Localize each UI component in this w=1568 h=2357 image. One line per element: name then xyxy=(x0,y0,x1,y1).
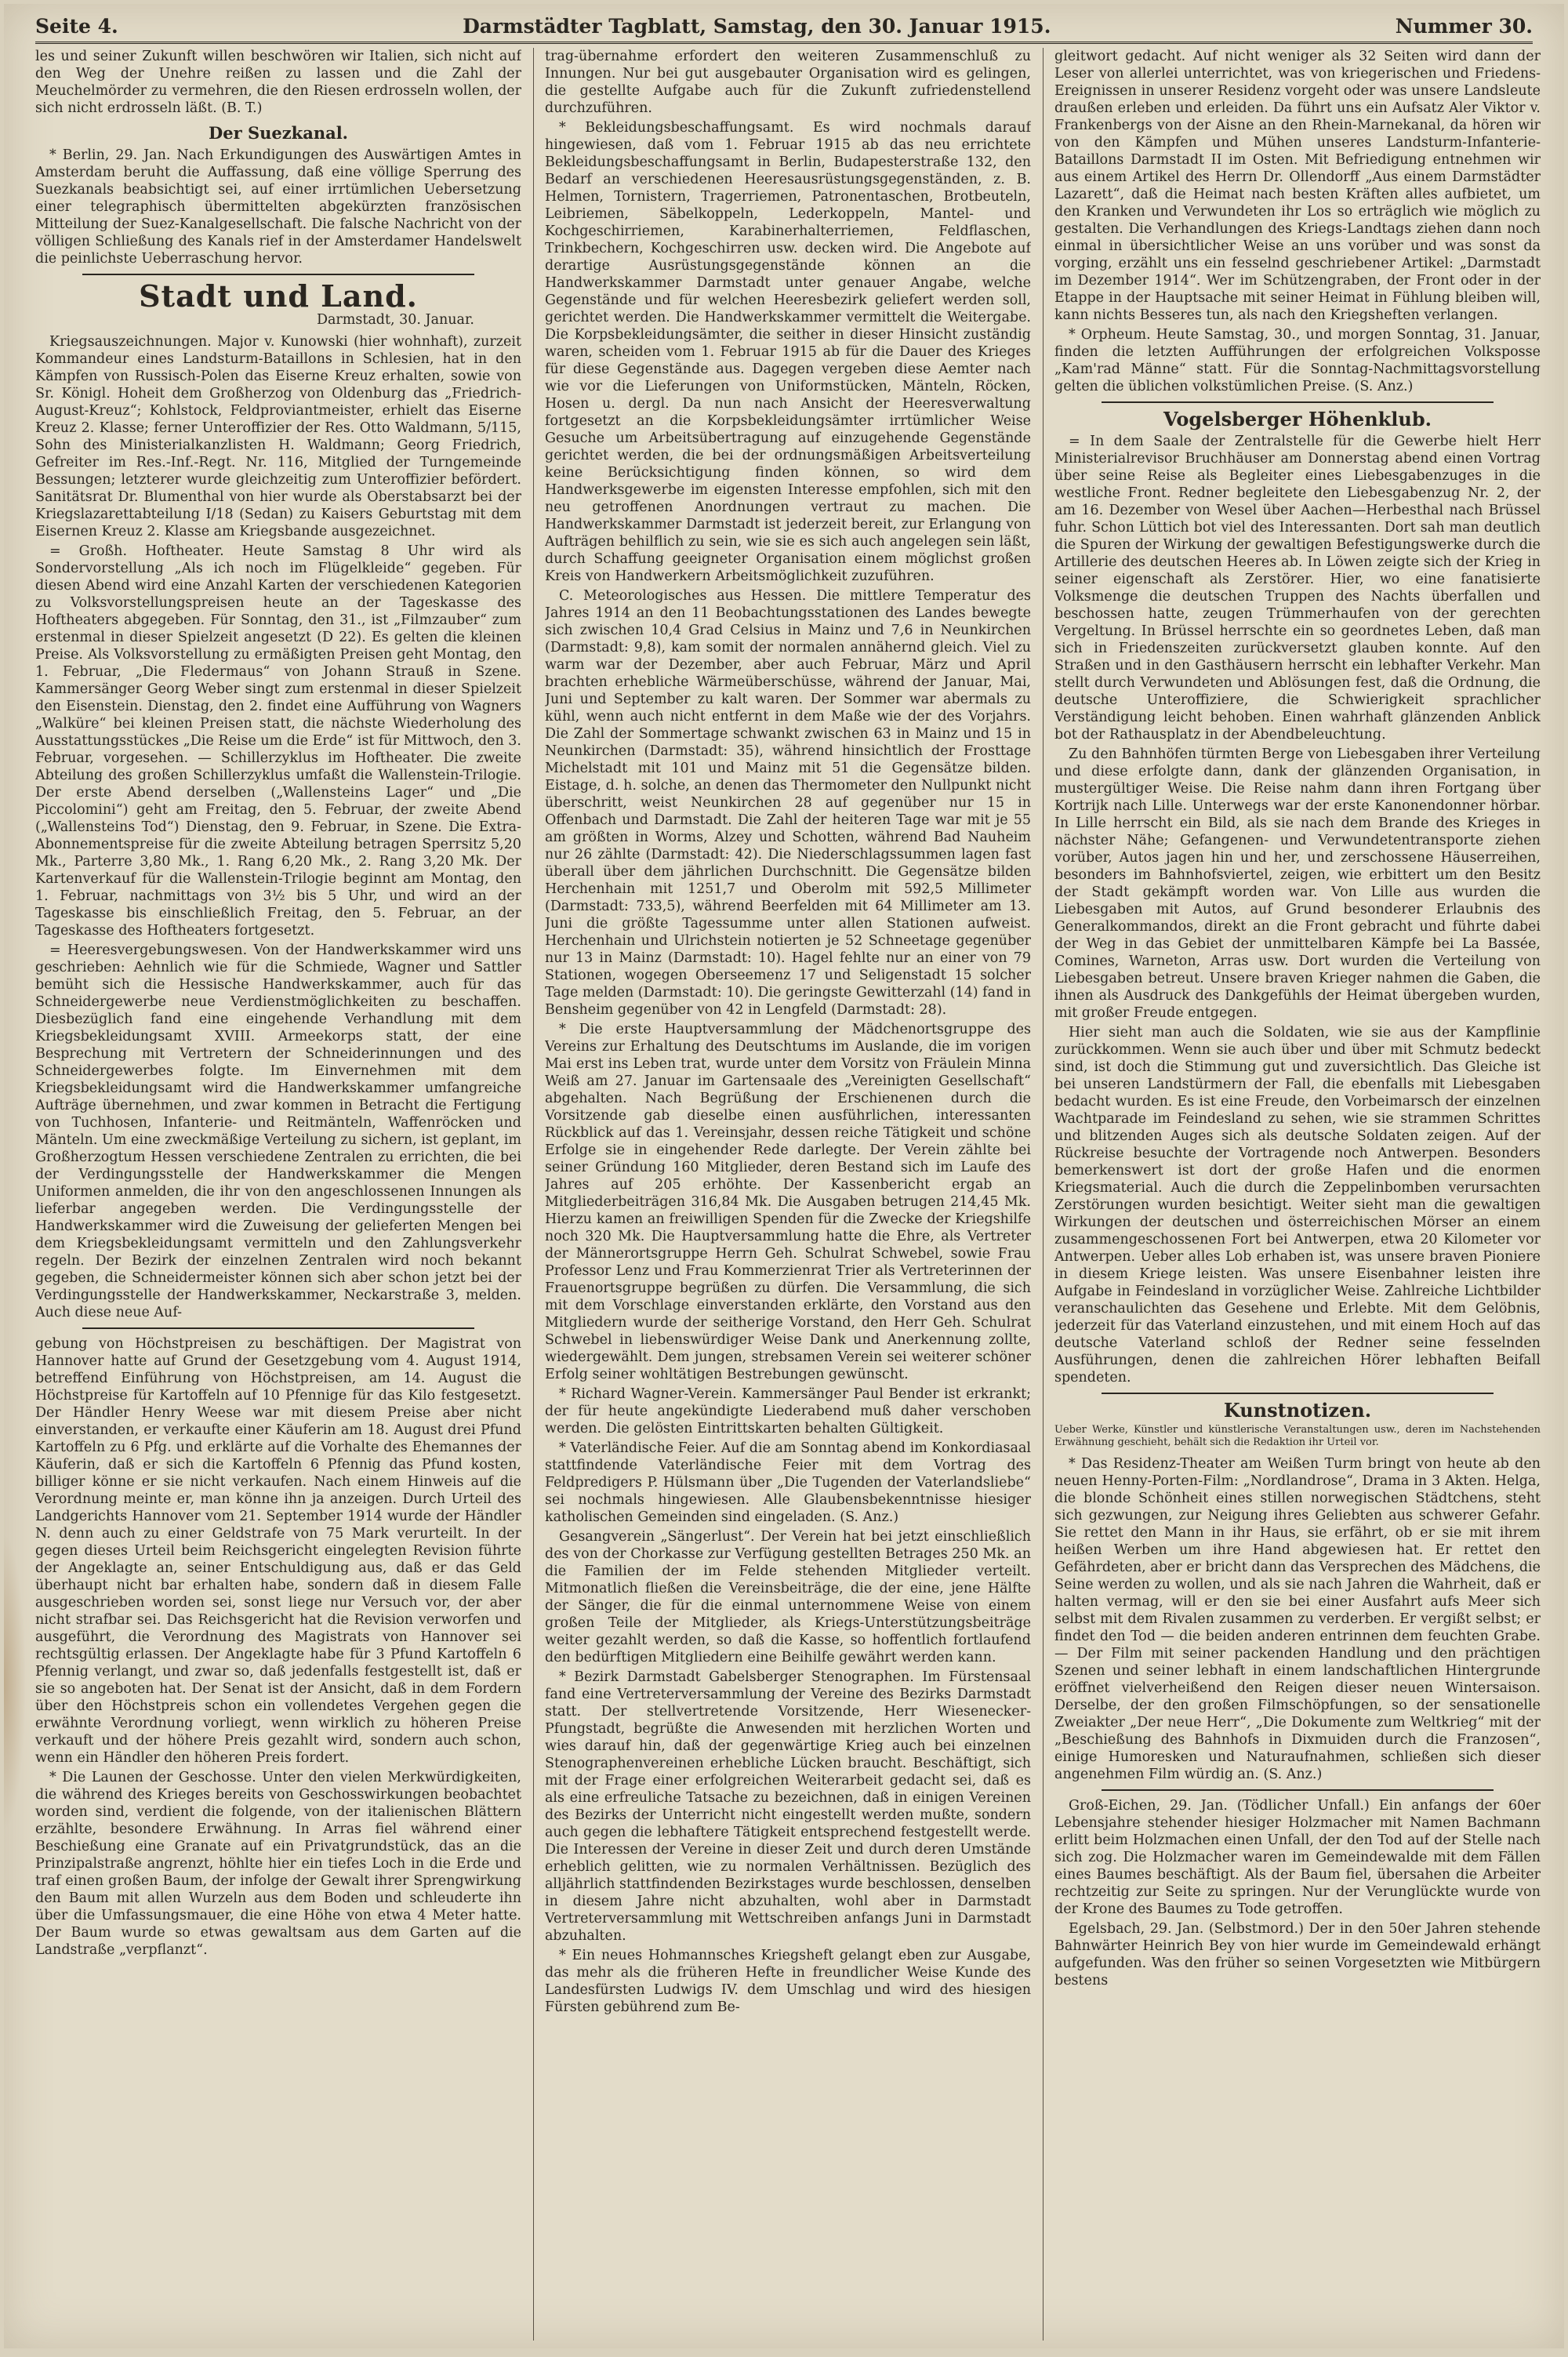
article-paragraph: * Bezirk Darmstadt Gabelsberger Stenographen. Im Fürstensaal fand eine Vertreterversammlung der Vereine des Bezirks Darmstadt statt. Der stellvertretende Vorsitzende, Herr Wiesenecker-Pfungstadt, begrüßte die Anwesenden mit herzlichen Worten und wies darauf hin, daß der gegenwärtige Krieg auch bei einzelnen Stenographenvereinen erhebliche Lücken braucht. Beschäftigt, sich mit der Frage einer erfolgreichen Weiterarbeit gedacht sei, daß es als eine erfreuliche Tatsache zu bezeichnen, daß in einigen Vereinen des Bezirks der Unterricht nicht eingestellt werden mußte, sondern auch gegen die lebhaftere Tätigkeit entsprechend festgestellt werde. Die Interessen der Vereine in dieser Zeit und durch deren Umstände erheblich gelitten, wie zu normalen Verhältnissen. Bezüglich des alljährlich stattfindenden Bezirkstages wurde beschlossen, denselben in diesem Jahre nicht abzuhalten, wohl aber in Darmstadt Vertreterversammlung mit Wettschreiben anfangs Juni in Darmstadt abzuhalten. xyxy=(545,1669,1031,1944)
vogelsberger-heading: Vogelsberger Höhenklub. xyxy=(1163,408,1432,430)
article-paragraph: gleitwort gedacht. Auf nicht weniger als 32 Seiten wird dann der Leser von allerlei unterrichtet, was von kriegerischen und Friedens-Ereignissen in unserer Residenz vorgeht oder was unsere Landsleute draußen erleben und erleiden. Da führt uns ein Aufsatz Aler Viktor v. Frankenbergs von der Aisne an den Rhein-Marnekanal, da hören wir von den Kämpfen und Mühen unseres Landsturm-Infanterie-Bataillons Darmstadt II im Osten. Mit Befriedigung entnehmen wir aus einem Artikel des Herrn Dr. Ollendorff „Aus einem Darmstädter Lazarett“, daß die Heimat nach besten Kräften alles aufbietet, um den Kranken und Verwundeten ihr Los so erträglich wie möglich zu gestalten. Die Verhandlungen des Kriegs-Landtags ziehen dann noch einmal in übersichtlicher Weise an uns vorüber und was sonst da vorging, erzählt uns ein fesselnd geschriebener Artikel: „Darmstadt im Dezember 1914“. Wer im Schützengraben, der Front oder in der Etappe in der Hauptsache mit seiner Heimat in Fühlung bleiben will, kann nichts Besseres tun, als nach den Kriegsheften verlangen. xyxy=(1054,49,1541,323)
article-paragraph: * Ein neues Hohmannsches Kriegsheft gelangt eben zur Ausgabe, das mehr als die früheren Hefte in freundlicher Weise Kunde des Landesfürsten Ludwigs IV. dem Umschlag und wird des hiesigen Fürsten gebührend zum Be- xyxy=(545,1948,1031,2015)
article-paragraph: Egelsbach, 29. Jan. (Selbstmord.) Der in den 50er Jahren stehende Bahnwärter Heinrich Bey von hier wurde im Gemeindewald erhängt aufgefunden. Was den früher so seinen Vorgesetzten wie Mitbürgern bestens xyxy=(1054,1921,1541,1988)
column-divider xyxy=(533,48,534,2341)
section-rule xyxy=(82,1327,474,1329)
article-paragraph: * Bekleidungsbeschaffungsamt. Es wird nochmals darauf hingewiesen, daß vom 1. Februar 1915 ab das neu errichtete Bekleidungsbeschaffungsamt in Berlin, Budapesterstraße 132, den Bedarf an verschiedenen Heeresausrüstungsgegenständen, z. B. Helmen, Tornistern, Tragerriemen, Patronentaschen, Brotbeuteln, Leibriemen, Säbelkoppeln, Lederkoppeln, Mantel- und Kochgeschirriemen, Karabinerhalterriemen, Feldflaschen, Trinkbechern, Kochgeschirren usw. decken wird. Die Angebote auf derartige Ausrüstungsgegenstände können an die Handwerkskammer Darmstadt unter genauer Angabe, welche Gegenstände und für welchen Heeresbezirk geliefert werden soll, gerichtet werden. Die Handwerkskammer vermittelt die Weitergabe. Die Korpsbekleidungsämter, die seither in dieser Hinsicht zuständig waren, scheiden vom 1. Februar 1915 ab für die Dauer des Krieges für diese Gegenstände aus. Dagegen vergeben diese Aemter nach wie vor die Lieferungen von Uniformstücken, Mänteln, Röcken, Hosen u. dergl. Da nun nach Ansicht der Heeresverwaltung fortgesetzt an die Korpsbekleidungsämter irrtümlicher Weise Gesuche um Arbeitsübertragung auf einzugehende Gegenstände gerichtet werden, die bei der ordnungsmäßigen Arbeitsverteilung keine Berücksichtigung finden können, so wird dem Handwerksgewerbe im eigensten Interesse empfohlen, sich mit den neu getroffenen Anordnungen vertraut zu machen. Die Handwerkskammer Darmstadt ist jederzeit bereit, zur Erlangung von Aufträgen behilflich zu sein, wie sie es sich auch angelegen sein läßt, durch Schaffung geeigneter Organisation einem möglichst großen Kreis von Handwerkern Arbeitsmöglichkeit zuzuführen. xyxy=(545,120,1031,584)
section-heading: Stadt und Land. xyxy=(139,278,418,314)
dateline: Darmstadt, 30. Januar. xyxy=(316,312,474,328)
column-3 xyxy=(1054,48,1541,2345)
article-paragraph: = In dem Saale der Zentralstelle für die Gewerbe hielt Herr Ministerialrevisor Bruchhäuser am Donnerstag abend einen Vortrag über seine Reise als Begleiter eines Liebesgabenzuges in die westliche Front. Redner begleitete den Liebesgabenzug Nr. 2, der am 16. Dezember von Wesel über Aachen—Herbesthal nach Brüssel fuhr. Schon Lüttich bot viel des Interessanten. Dort sah man deutlich die Spuren der Wirkung der gewaltigen Befestigungswerke durch die Artillerie des deutschen Heeres ab. In Löwen zeigte sich der Krieg in seiner eigenschaft als Zerstörer. Hier, wo eine fanatisierte Volksmenge die deutschen Truppen des Nachts überfallen und beschossen hatte, zeugen Trümmerhaufen von der gerechten Vergeltung. In Brüssel herrschte ein so geordnetes Leben, daß man sich in Friedenszeiten zurückversetzt glauben konnte. Auf den Straßen und in den Gasthäusern herrscht ein lebhafter Verkehr. Man stellt durch Verwundeten und Ablösungen fest, daß die Ordnung, die deutsche Unteroffiziere, die Schwierigkeit sprachlicher Verständigung leicht behoben. Einen wahrhaft glänzenden Anblick bot der Rathausplatz in der Abendbeleuchtung. xyxy=(1054,434,1541,743)
section-rule xyxy=(82,274,474,275)
page-header xyxy=(35,10,1533,44)
article-paragraph: Zu den Bahnhöfen türmten Berge von Liebesgaben ihrer Verteilung und diese erfolgte dann, dank der glänzenden Organisation, in mustergültiger Weise. Die Reise nahm dann ihren Fortgang über Kortrijk nach Lille. Unterwegs war der erste Kanonendonner hörbar. In Lille herrscht ein Bild, als sie nach dem Brande des Krieges in nächster Nähe; Gefangenen- und Verwundetentransporte ziehen vorüber, Autos jagen hin und her, und zerschossene Häuserreihen, besonders im Bahnhofsviertel, zeigen, wie erbittert um den Besitz der Stadt gekämpft worden war. Von Lille aus wurden die Liebesgaben mit Autos, auf Grund besonderer Erlaubnis des Generalkommandos, direkt an die Front gebracht und führte dabei der Weg in das Gebiet der unmittelbaren Kämpfe bei La Bassée, Comines, Warneton, Arras usw. Dort wurden die Verteilung von Liebesgaben betreut. Unsere braven Krieger nahmen die Gaben, die ihnen als Ausdruck des Dankgefühls der Heimat übergeben wurden, mit großer Freude entgegen. xyxy=(1054,746,1541,1021)
article-paragraph: gebung von Höchstpreisen zu beschäftigen. Der Magistrat von Hannover hatte auf Grund der Gesetzgebung vom 4. August 1914, betreffend Einführung von Höchstpreisen, am 14. August die Höchstpreise für Kartoffeln auf 10 Pfennige für das Kilo festgesetzt. Der Händler Henry Weese war mit diesem Preise aber nicht einverstanden, er verkaufte einer Käuferin am 18. August drei Pfund Kartoffeln zu 6 Pfg. und erklärte auf die Vorhalte des Ehemannes der Käuferin, daß er sich die Kartoffeln 6 Pfennig das Pfund kosten, billiger könne er sie nicht verkaufen. Nach einem Hinweis auf die Verordnung meinte er, man könne ihn ja anzeigen. Durch Urteil des Landgerichts Hannover vom 21. September 1914 wurde der Händler N. denn auch zu einer Geldstrafe von 75 Mark verurteilt. In der gegen dieses Urteil beim Reichsgericht eingelegten Revision führte der Angeklagte an, seiner Entschuldigung aus, daß er das Geld überhaupt nicht bar erhalten habe, sondern daß in diesem Falle ausgeschrieben worden sei, sonst liege nur Versuch vor, der aber nicht strafbar sei. Das Reichsgericht hat die Revision verworfen und ausgeführt, die Verordnung des Magistrats von Hannover sei rechtsgültig erlassen. Der Angeklagte habe für 3 Pfund Kartoffeln 6 Pfennig verlangt, und zwar so, daß jedenfalls festgestellt ist, daß er sie so angeboten hat. Der Senat ist der Ansicht, daß in dem Fordern über den Höchstpreis schon ein vollendetes Vergehen gegen die erwähnte Verordnung vorliegt, wenn wirklich zu höheren Preise verkauft und der höhere Preis gezahlt wird, sondern auch schon, wenn ein Händler den höheren Preis fordert. xyxy=(35,1336,521,1766)
suezkanal-heading: Der Suezkanal. xyxy=(209,123,348,143)
section-rule xyxy=(1102,1789,1494,1791)
article-paragraph: * Orpheum. Heute Samstag, 30., und morgen Sonntag, 31. Januar, finden die letzten Aufführungen der erfolgreichen Volksposse „Kam'rad Männe“ statt. Für die Sonntag-Nachmittagsvorstellung gelten die üblichen volkstümlichen Preise. (S. Anz.) xyxy=(1054,327,1541,394)
article-paragraph: * Das Residenz-Theater am Weißen Turm bringt von heute ab den neuen Henny-Porten-Film: „Nordlandrose“, Drama in 3 Akten. Helga, die blonde Schönheit eines stillen norwegischen Städtchens, steht sich gezwungen, zur Neigung ihres Geliebten aus schwerer Gefahr. Sie rettet den Mann in ihr Haus, sie erfährt, ob er sie mit ihrem heißen Werben um ihre Hand abgewiesen hat. Er rettet den Gefährdeten, aber er bricht dann das Versprechen des Mädchens, die Seine werden zu wollen, und als sie nach Jahren die Wahrheit, daß er halten vermag, will er den sie bei einer Ausfahrt aufs Meer sich selbst mit dem Rivalen zusammen zu verderben. Er vergißt selbst; er findet den Tod — die beiden anderen entrinnen dem feuchten Grabe. — Der Film mit seiner packenden Handlung und den prächtigen Szenen und seiner lebhaft in einem landschaftlichen Hintergrunde eröffnet vielverheißend den Reigen dieser neuen Wintersaison. Derselbe, der den großen Filmschöpfungen, so der sensationelle Zweiakter „Der neue Herr“, „Die Dokumente zum Weltkrieg“ mit der „Beschießung des Bahnhofs in Dixmuiden durch die Franzosen“, einige Humoresken und Naturaufnahmen, schließen sich dieser angenehmen Film würdig an. (S. Anz.) xyxy=(1054,1456,1541,1782)
article-paragraph: Hier sieht man auch die Soldaten, wie sie aus der Kampflinie zurückkommen. Wenn sie auch über und über mit Schmutz bedeckt sind, ist doch die Stimmung gut und zuversichtlich. Das Gleiche ist bei unseren Landstürmern der Fall, die ebenfalls mit Liebesgaben bedacht wurden. Es ist eine Freude, den Vorbeimarsch der einzelnen Wachtparade im Feindesland zu sehen, wie sie strammen Schrittes und blitzenden Auges sich als deutsche Soldaten zeigen. Auf der Rückreise besuchte der Vortragende noch Antwerpen. Besonders bemerkenswert ist dort der große Hafen und die enormen Kriegsmaterial. Auch die durch die Zeppelinbomben verursachten Zerstörungen wurden besichtigt. Weiter sieht man die gewaltigen Wirkungen der deutschen und österreichischen Mörser an einem zusammengeschossenen Fort bei Antwerpen, etwa 20 Kilometer vor Antwerpen. Ueber alles Lob erhaben ist, was unsere braven Pioniere in diesem Kriege leisten. Was unsere Eisenbahner leisten ihre Aufgabe in Feindesland in vorzüglicher Weise. Zahlreiche Lichtbilder veranschaulichten das Gesehene und Erlebte. Mit dem Gelöbnis, jederzeit für das Vaterland einzustehen, und mit einem Hoch auf das deutsche Vaterland schloß der Redner seine fesselnden Ausführungen, denen die zahlreichen Hörer lebhaften Beifall spendeten. xyxy=(1054,1025,1541,1386)
section-rule xyxy=(1102,401,1494,403)
column-1 xyxy=(35,48,521,2345)
column-divider xyxy=(1043,48,1044,2341)
article-paragraph: C. Meteorologisches aus Hessen. Die mittlere Temperatur des Jahres 1914 an den 11 Beobachtungsstationen des Landes bewegte sich zwischen 10,4 Grad Celsius in Mainz und 7,6 in Neunkirchen (Darmstadt: 9,8), kam somit der normalen annähernd gleich. Viel zu warm war der Dezember, aber auch Februar, März und April brachten erhebliche Wärmeüberschüsse, während der Januar, Mai, Juni und September zu kalt waren. Der Sommer war abermals zu kühl, wenn auch nicht entfernt in dem Maße wie der des Vorjahrs. Die Zahl der Sommertage schwankt zwischen 63 in Mainz und 15 in Neunkirchen (Darmstadt: 35), während hinsichtlich der Frosttage Michelstadt mit 101 und Mainz mit 51 die Gegensätze bilden. Eistage, d. h. solche, an denen das Thermometer den Nullpunkt nicht überschritt, weist Neunkirchen 28 auf gegenüber nur 15 in Offenbach und Darmstadt. Die Zahl der heiteren Tage war mit je 55 am größten in Worms, Alzey und Schotten, während Bad Nauheim nur 26 zählte (Darmstadt: 42). Die Niederschlagssummen lagen fast überall über dem jährlichen Durchschnitt. Die Gegensätze bilden Herchenhain mit 1251,7 und Oberolm mit 592,5 Millimeter (Darmstadt: 733,5), während Beerfelden mit 64 Millimeter am 13. Juni die größte Tagessumme unter allen Stationen aufweist. Herchenhain und Ulrichstein notierten je 52 Schneetage gegenüber nur 13 in Mainz (Darmstadt: 10). Hagel fehlte nur an einer von 79 Stationen, wogegen Oberseemenz 17 und Seligenstadt 15 solcher Tage melden (Darmstadt: 10). Die geringste Gewitterzahl (14) fand in Bensheim gegenüber von 42 in Lengfeld (Darmstadt: 28). xyxy=(545,588,1031,1018)
kunstnotizen-heading: Kunstnotizen. xyxy=(1223,1399,1372,1422)
page-number: Seite 4. xyxy=(35,14,118,38)
article-paragraph: * Die Launen der Geschosse. Unter den vielen Merkwürdigkeiten, die während des Krieges bereits von Geschosswirkungen beobachtet worden sind, verdient die folgende, von der italienischen Blättern erzählte, besondere Erwähnung. In Arras fiel während einer Beschießung eine Granate auf ein Privatgrundstück, das an die Prinzipalstraße angrenzt, höhlte hier ein tiefes Loch in die Erde und traf einen großen Baum, der infolge der Gewalt ihrer Sprengwirkung den Baum mit allen Wurzeln aus dem Boden und schleuderte ihn über die Umfassungsmauer, die eine Höhe von etwa 4 Meter hatte. Der Baum wurde so etwas gewaltsam aus dem Garten auf die Landstraße „verpflanzt“. xyxy=(35,1770,521,1958)
article-paragraph: trag-übernahme erfordert den weiteren Zusammenschluß zu Innungen. Nur bei gut ausgebauter Organisation wird es gelingen, die gestellte Aufgabe auch für die Zukunft zufriedenstellend durchzuführen. xyxy=(545,49,1031,116)
section-rule xyxy=(1102,1393,1494,1394)
lead-paragraph: les und seiner Zukunft willen beschwören wir Italien, sich nicht auf den Weg der Unehre reißen zu lassen und die Zahl der Meuchelmörder zu vermehren, die den Riesen erdrosseln wollen, der sich nicht erdrosseln läßt. (B. T.) xyxy=(35,49,521,116)
article-paragraph: Kriegsauszeichnungen. Major v. Kunowski (hier wohnhaft), zurzeit Kommandeur eines Landsturm-Bataillons in Schlesien, hat in den Kämpfen von Russisch-Polen das Eiserne Kreuz erhalten, sowie von Sr. Königl. Hoheit dem Großherzog von Oldenburg das „Friedrich-August-Kreuz“; Kohlstock, Feldproviantmeister, erhielt das Eiserne Kreuz 2. Klasse; ferner Unteroffizier der Res. Otto Waldmann, 5/115, Sohn des Ministerialkanzlisten H. Waldmann; Georg Friedrich, Gefreiter im Res.-Inf.-Regt. Nr. 116, Mitglied der Turngemeinde Bessungen; letzterer wurde gleichzeitig zum Unteroffizier befördert. Sanitätsrat Dr. Blumenthal von hier wurde als Oberstabsarzt bei der Kriegslazarettabteilung I/18 (Sedan) zu Kaisers Geburtstag mit dem Eisernen Kreuz 2. Klasse am Kriegsbande ausgezeichnet. xyxy=(35,334,521,539)
masthead-line: Darmstädter Tagblatt, Samstag, den 30. Januar 1915. xyxy=(463,14,1051,38)
article-paragraph: * Vaterländische Feier. Auf die am Sonntag abend im Konkordiasaal stattfindende Vaterländische Feier mit dem Vortrag des Feldpredigers P. Hülsmann über „Die Tugenden der Vaterlandsliebe“ sei nochmals hingewiesen. Alle Glaubensbekenntnisse hiesiger katholischen Gemeinden sind eingeladen. (S. Anz.) xyxy=(545,1440,1031,1525)
paper-stain xyxy=(4,1533,26,1831)
article-paragraph: * Die erste Hauptversammlung der Mädchenortsgruppe des Vereins zur Erhaltung des Deutschtums im Auslande, die im vorigen Mai erst ins Leben trat, wurde unter dem Vorsitz von Fräulein Minna Weiß am 27. Januar im Gartensaale des „Vereinigten Gesellschaft“ abgehalten. Nach Begrüßung der Erschienenen durch die Vorsitzende gab dieselbe einen ausführlichen, interessanten Rückblick auf das 1. Vereinsjahr, dessen reiche Tätigkeit und schöne Erfolge sie in eingehender Rede darlegte. Der Verein zählte bei seiner Gründung 160 Mitglieder, deren Bestand sich im Laufe des Jahres auf 205 erhöhte. Der Kassenbericht ergab an Mitgliederbeiträgen 316,84 Mk. Die Ausgaben betrugen 214,45 Mk. Hierzu kamen an freiwilligen Spenden für die Zwecke der Kriegshilfe noch 320 Mk. Die Hauptversammlung hatte die Ehre, als Vertreter der Männerortsgruppe Herrn Geh. Schulrat Schwebel, sowie Frau Professor Lenz und Frau Kommerzienrat Trier als Vertreterinnen der Frauenortsgruppe begrüßen zu dürfen. Die Versammlung, die sich mit dem Vorschlage einverstanden erklärte, den Vorstand aus den Mitgliedern wurde der seitherige Vorstand, den Herr Geh. Schulrat Schwebel in liebenswürdiger Weise Dank und Anerkennung zollte, wiedergewählt. Dem jungen, strebsamen Verein sei weiterer schöner Erfolg seiner wohltätigen Bestrebungen gewünscht. xyxy=(545,1022,1031,1382)
article-paragraph: Gesangverein „Sängerlust“. Der Verein hat bei jetzt einschließlich des von der Chorkasse zur Verfügung gestellten Betrages 250 Mk. an die Familien der im Felde stehenden Mitglieder verteilt. Mitmonatlich fließen die Vereinsbeiträge, die der eine, jene Hälfte der Sänger, die für die einmal unternommene Weise von einem großen Teile der Mitglieder, als Kriegs-Unterstützungsbeiträge weiter gezahlt werden, so daß die Kasse, so hoffentlich fortlaufend den bedürftigen Mitgliedern eine Beihilfe gewährt werden kann. xyxy=(545,1529,1031,1665)
column-2 xyxy=(545,48,1031,2345)
article-paragraph: = Heeresvergebungswesen. Von der Handwerkskammer wird uns geschrieben: Aehnlich wie für die Schmiede, Wagner und Sattler bemüht sich die Hessische Handwerkskammer, auch für das Schneidergewerbe neue Verdienstmöglichkeiten zu beschaffen. Diesbezüglich fand eine eingehende Verhandlung mit dem Kriegsbekleidungsamt XVIII. Armeekorps statt, der eine Besprechung mit Vertretern der Schneiderinnungen und des Schneidergewerbes folgte. Im Einvernehmen mit dem Kriegsbekleidungsamt wird die Handwerkskammer umfangreiche Aufträge übernehmen, und zwar kommen in Betracht die Fertigung von Tuchhosen, Infanterie- und Reitmänteln, Waffenröcken und Mänteln. Um eine zweckmäßige Verteilung zu sichern, ist geplant, im Großherzogtum Hessen verschiedene Zentralen zu errichten, die bei der Verdingungsstelle der Handwerkskammer die Mengen Uniformen anmelden, die ihr von den angeschlossenen Innungen als lieferbar angegeben werden. Die Verdingungsstelle der Handwerkskammer wird die Zuweisung der gelieferten Mengen bei dem Kriegsbekleidungsamt vermitteln und den Zahlungsverkehr regeln. Der Bezirk der einzelnen Zentralen wird noch bekannt gegeben, die Schneidermeister können sich aber schon jetzt bei der Verdingungsstelle der Handwerkskammer, Neckarstraße 3, melden. Auch diese neue Auf- xyxy=(35,942,521,1320)
article-paragraph: Groß-Eichen, 29. Jan. (Tödlicher Unfall.) Ein anfangs der 60er Lebensjahre stehender hiesiger Holzmacher mit Namen Bachmann erlitt beim Holzmachen einen Unfall, der den Tod auf der Stelle nach sich zog. Die Holzmacher waren im Gemeindewalde mit dem Fällen eines Baumes beschäftigt. Als der Baum fiel, übersahen die Arbeiter rechtzeitig zur Seite zu springen. Nur der Verunglückte wurde von der Krone des Baumes zu Tode getroffen. xyxy=(1054,1798,1541,1917)
article-paragraph: * Richard Wagner-Verein. Kammersänger Paul Bender ist erkrankt; der für heute angekündigte Liederabend muß daher verschoben werden. Die gelösten Eintrittskarten behalten Gültigkeit. xyxy=(545,1386,1031,1436)
newspaper-page xyxy=(4,4,1564,2348)
suezkanal-article: * Berlin, 29. Jan. Nach Erkundigungen des Auswärtigen Amtes in Amsterdam beruht die Auffassung, daß eine völlige Sperrung des Suezkanals beabsichtigt sei, auf einer irrtümlichen Uebersetzung einer telegraphisch übermittelten abgekürzten französischen Mitteilung der Suez-Kanalgesellschaft. Die falsche Nachricht von der völligen Schließung des Kanals rief in der Amsterdamer Handelswelt die peinlichste Ueberraschung hervor. xyxy=(35,147,521,267)
editorial-note: Ueber Werke, Künstler und künstlerische Veranstaltungen usw., deren im Nachstehenden Erwähnung geschieht, behält sich die Redaktion ihr Urteil vor. xyxy=(1054,1424,1541,1448)
article-paragraph: = Großh. Hoftheater. Heute Samstag 8 Uhr wird als Sondervorstellung „Als ich noch im Flügelkleide“ gegeben. Für diesen Abend wird eine Anzahl Karten der verschiedenen Kategorien zu Volksvorstellungspreisen heute an der Tageskasse des Hoftheaters abgegeben. Für Sonntag, den 31., ist „Filmzauber“ zum erstenmal in dieser Spielzeit angesetzt (D 22). Es gelten die kleinen Preise. Als Volksvorstellung zu ermäßigten Preisen geht Montag, den 1. Februar, „Die Fledermaus“ von Johann Strauß in Szene. Kammersänger Georg Weber singt zum erstenmal in dieser Spielzeit den Eisenstein. Dienstag, den 2. findet eine Aufführung von Wagners „Walküre“ bei kleinen Preisen statt, die nächste Wiederholung des Ausstattungsstückes „Die Reise um die Erde“ ist für Mittwoch, den 3. Februar, vorgesehen. — Schillerzyklus im Hoftheater. Die zweite Abteilung des großen Schillerzyklus umfaßt die Wallenstein-Trilogie. Der erste Abend derselben („Wallensteins Lager“ und „Die Piccolomini“) geht am Freitag, den 5. Februar, der zweite Abend („Wallensteins Tod“) Dienstag, den 9. Februar, in Szene. Die Extra-Abonnementspreise für die zweite Abteilung betragen Sperrsitz 5,20 Mk., Parterre 3,80 Mk., 1. Rang 6,20 Mk., 2. Rang 3,20 Mk. Der Kartenverkauf für die Wallenstein-Trilogie beginnt am Montag, den 1. Februar, nachmittags von 3½ bis 5 Uhr, und wird an der Tageskasse bis einschließlich Freitag, den 5. Februar, an der Tageskasse des Hoftheaters fortgesetzt. xyxy=(35,543,521,939)
issue-number: Nummer 30. xyxy=(1395,14,1533,38)
